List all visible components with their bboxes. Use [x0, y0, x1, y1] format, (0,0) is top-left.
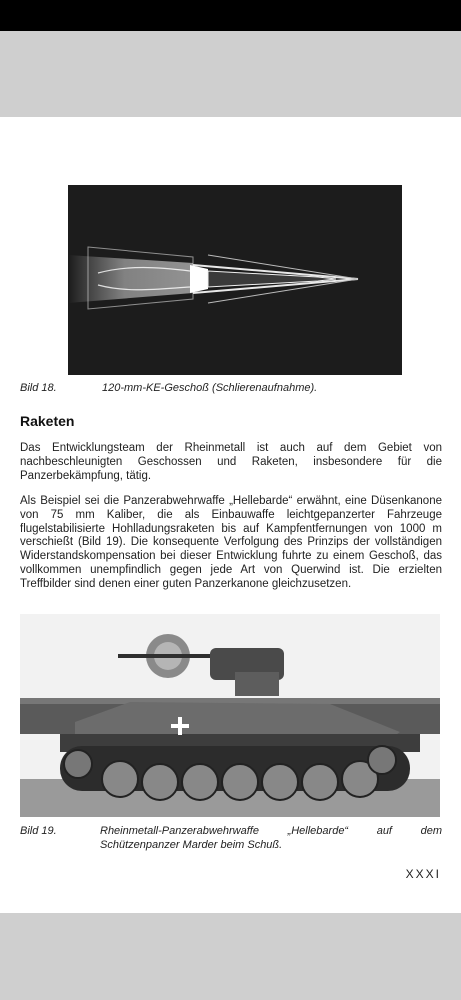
- figure-19-label: Bild 19.: [20, 825, 57, 837]
- figure-18-caption: [20, 381, 442, 395]
- hellebarde-tank-photo: [20, 614, 440, 817]
- paragraph-1: Das Entwicklungsteam der Rheinmetall ist auch auf dem Gebiet von nachbeschleunigten Geschossen und Raketen, insbesondere für die Panzerbekämpfung, tätig.: [20, 442, 442, 482]
- figure-18-label: Bild 18.: [20, 382, 57, 394]
- figure-18-text: 120-mm-KE-Geschoß (Schlierenaufnahme).: [102, 382, 318, 394]
- section-heading: Raketen: [20, 413, 75, 429]
- document-page: [0, 117, 461, 913]
- paragraph-2: Als Beispiel sei die Panzerabwehrwaffe „Hellebarde“ erwähnt, eine Düsenkanone von 75 mm Kaliber, die als Einbauwaffe leichtgepanzerter Fahrzeuge flugelstabilisierte Hohlladungsraketen bis auf Kampfentfernungen von 1000 m verschießt (Bild 19). Die konsequente Verfolgung des Prinzips der vollständigen Widerstandskompensation bei dieser Entwicklung fuhrte zu einem Geschoß, das vollkommen unempfindlich gegen jede Art von Querwind ist. Die erzielten Treffbilder sind denen einer guten Panzerkanone gleichzusetzen.: [20, 495, 442, 590]
- page-number: XXXI: [405, 867, 441, 881]
- viewer-margin-top: [0, 31, 461, 117]
- top-status-bar: [0, 0, 461, 31]
- schlieren-projectile-photo: [68, 185, 402, 375]
- figure-19-caption: [20, 824, 442, 852]
- figure-19-text: Rheinmetall-Panzerabwehrwaffe „Hellebarde“ auf dem Schützenpanzer Marder beim Schuß.: [100, 825, 442, 851]
- viewer-margin-bottom: [0, 913, 461, 1000]
